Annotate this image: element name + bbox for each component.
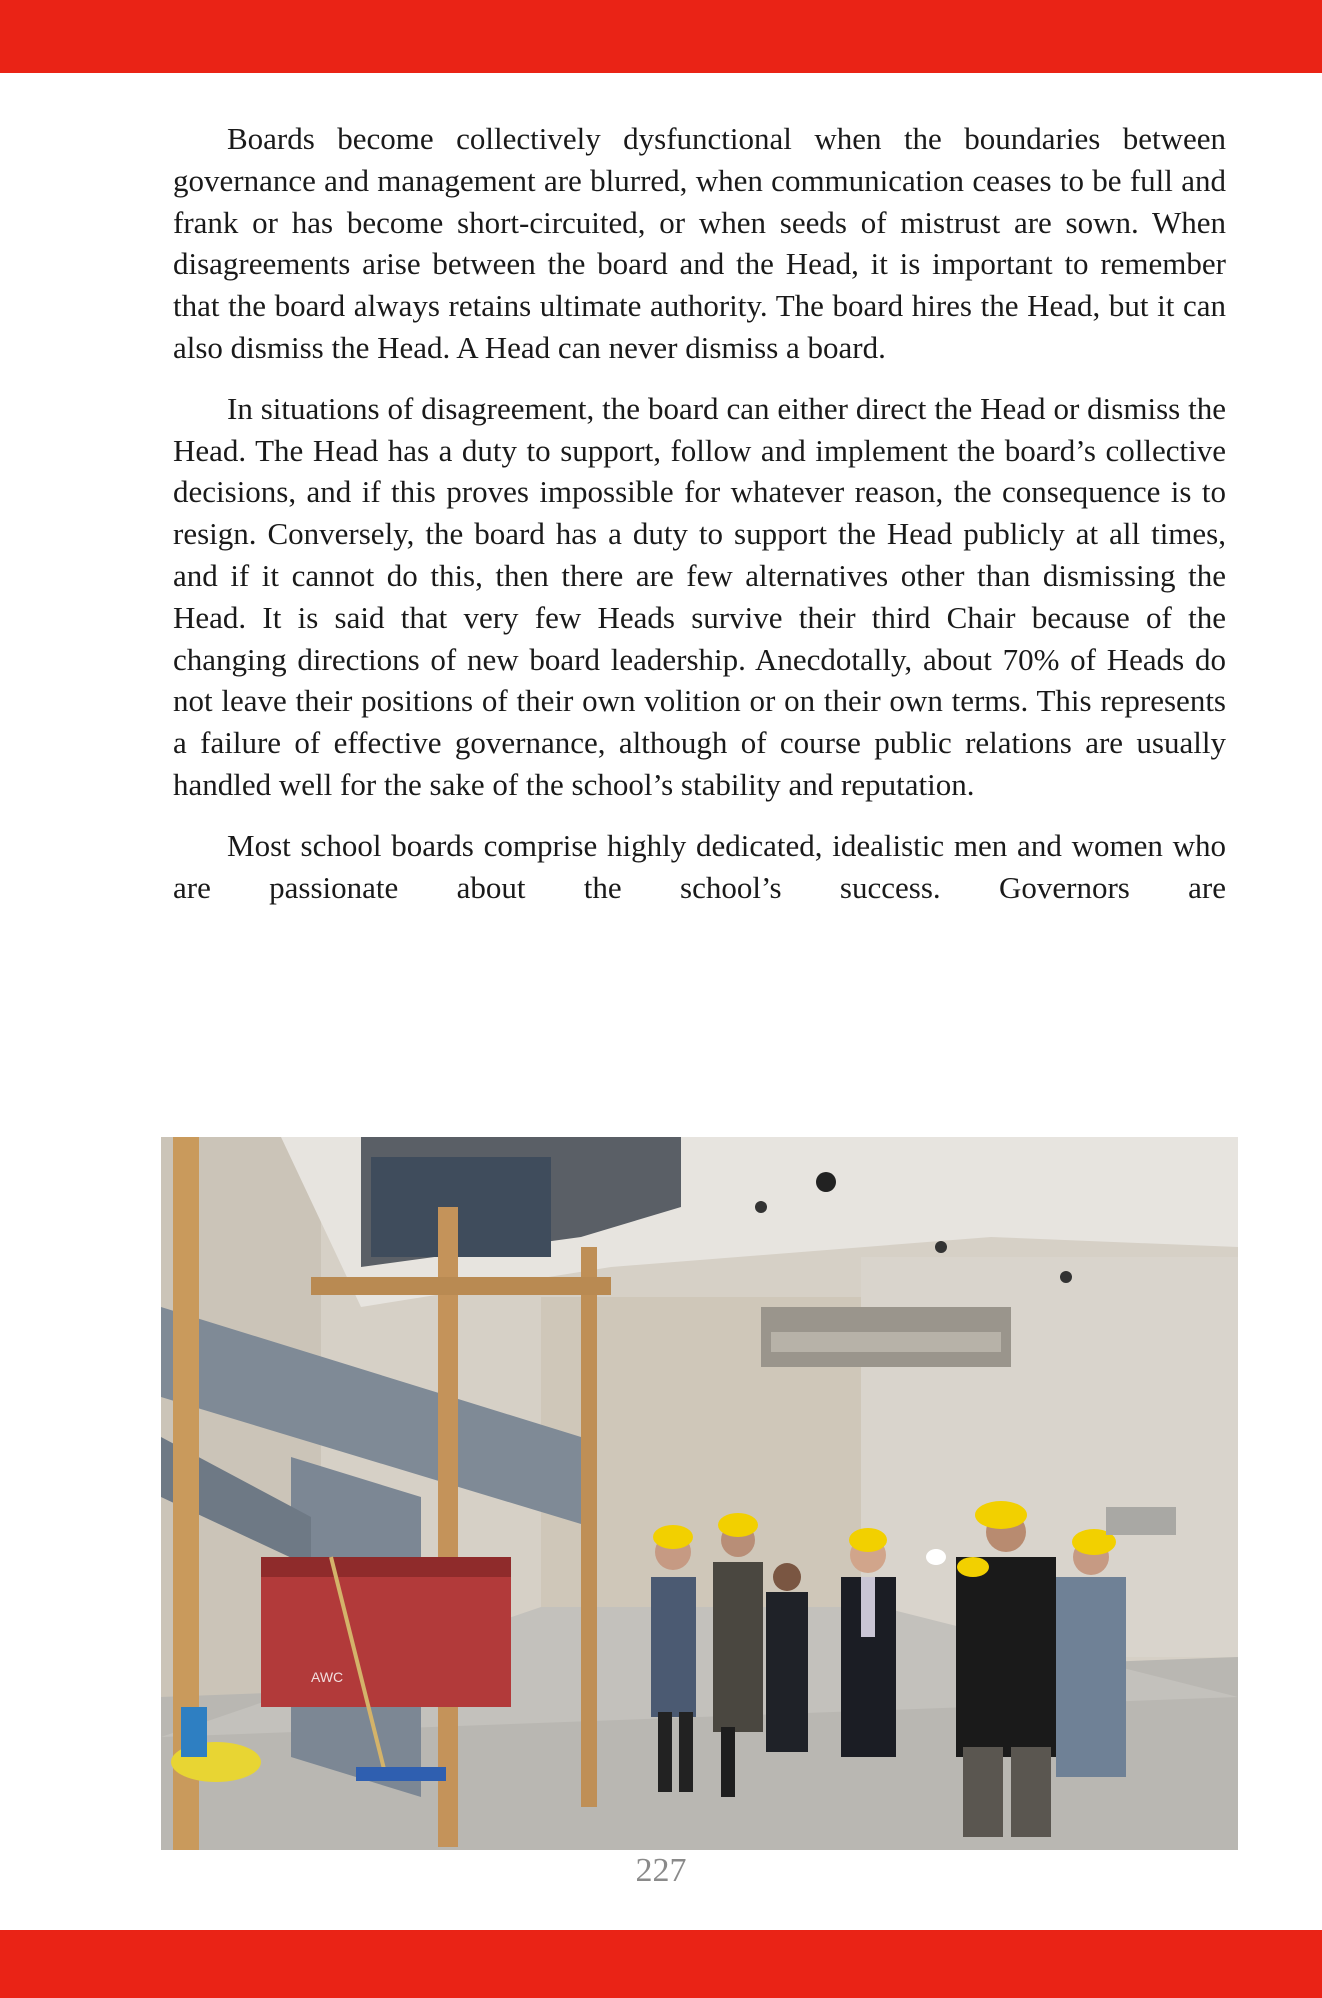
paragraph-1: Boards become collectively dysfunctional when the boundaries between governance and management are blurred, when communication ceases to be full and frank or has become short-circuited, or when seeds of mistrust are sown. When disagreements arise between the board and the Head, it is important to remember that the board always retains ultimate authority. The board hires the Head, but it can also dismiss the Head. A Head can never dismiss a board. [173, 121, 1226, 365]
paragraph-2: In situations of disagreement, the board can either direct the Head or dismiss the Head. The Head has a duty to support, follow and implement the board’s collective decisions, and if this proves impossible for whatever reason, the consequence is to resign. Conversely, the board has a duty to support the Head publicly at all times, and if it cannot do this, then there are few alternatives other than dismissing the Head. It is said that very few Heads survive their third Chair because of the changing directions of new board leadership. Anecdotally, about 70% of Heads do not leave their positions of their own volition or on their own terms. This represents a failure of effective governance, although of course public relations are usually handled well for the sake of the school’s stability and reputation. [173, 390, 1226, 802]
page-number: 227 [635, 1852, 687, 1889]
body-text [173, 118, 1226, 927]
bottom-red-band [0, 1930, 1322, 1998]
construction-site-photo [161, 1137, 1238, 1850]
paragraph-3: Most school boards comprise highly dedicated, idealistic men and women who are passionate about the school’s success. Governors are [173, 827, 1226, 905]
top-red-band [0, 0, 1322, 73]
photo-illustration [161, 1137, 1238, 1850]
box-label: AWC [311, 1669, 344, 1685]
